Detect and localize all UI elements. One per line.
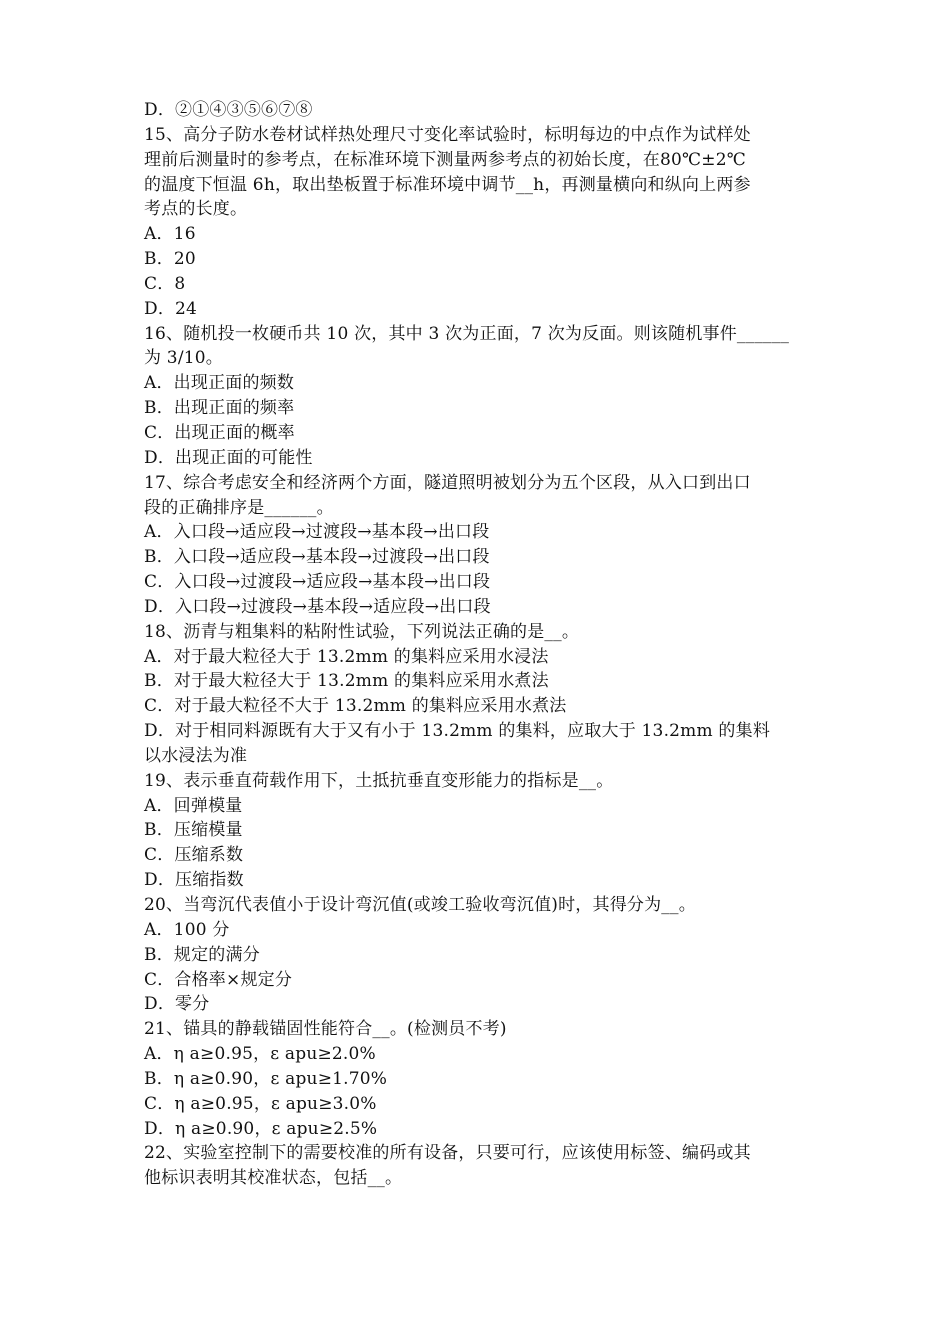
option-line: B．对于最大粒径大于 13.2mm 的集料应采用水煮法 [144, 671, 549, 692]
option-line: C．对于最大粒径不大于 13.2mm 的集料应采用水煮法 [144, 696, 567, 717]
option-line: B．压缩模量 [144, 820, 243, 841]
question-15-line: 理前后测量时的参考点，在标准环境下测量两参考点的初始长度，在80℃±2℃ [144, 149, 746, 170]
option-line: A．出现正面的频数 [144, 373, 295, 394]
option-line: A．入口段→适应段→过渡段→基本段→出口段 [144, 522, 490, 543]
question-15-line: 15、高分子防水卷材试样热处理尺寸变化率试验时，标明每边的中点作为试样处 [144, 124, 751, 145]
option-line: C．η a≥0.95，ε apu≥3.0% [144, 1093, 377, 1114]
question-15-line: 的温度下恒温 6h，取出垫板置于标准环境中调节__h，再测量横向和纵向上两参 [144, 174, 751, 195]
question-20-line: 20、当弯沉代表值小于设计弯沉值(或竣工验收弯沉值)时，其得分为__。 [144, 895, 696, 915]
option-line: A．对于最大粒径大于 13.2mm 的集料应采用水浸法 [144, 646, 549, 667]
option-line: D．入口段→过渡段→基本段→适应段→出口段 [144, 596, 491, 617]
option-line: C．压缩系数 [144, 845, 244, 866]
option-line: A．100 分 [144, 919, 230, 940]
option-line: A．η a≥0.95，ε apu≥2.0% [144, 1044, 376, 1065]
option-line: D．对于相同料源既有大于又有小于 13.2mm 的集料，应取大于 13.2mm 的集料 [144, 721, 771, 742]
question-16-line: 为 3/10。 [144, 348, 223, 369]
question-17-line: 17、综合考虑安全和经济两个方面，隧道照明被划分为五个区段，从入口到出口 [144, 472, 751, 493]
option-line: A．16 [144, 224, 196, 245]
option-line: B．规定的满分 [144, 944, 260, 965]
question-21-line: 21、锚具的静载锚固性能符合__。(检测员不考) [144, 1019, 507, 1040]
option-line: D．24 [144, 298, 198, 319]
option-line: D．②①④③⑤⑥⑦⑧ [144, 100, 313, 120]
option-line: C．合格率×规定分 [144, 969, 293, 990]
option-line: 以水浸法为准 [144, 745, 248, 766]
question-15-line: 考点的长度。 [144, 199, 248, 220]
document-page [144, 98, 812, 1191]
option-line: C．出现正面的概率 [144, 422, 295, 443]
option-line: C．入口段→过渡段→适应段→基本段→出口段 [144, 572, 491, 593]
question-19-line: 19、表示垂直荷载作用下，土抵抗垂直变形能力的指标是__。 [144, 770, 614, 791]
question-18-line: 18、沥青与粗集料的粘附性试验，下列说法正确的是__。 [144, 621, 580, 642]
option-line: D．压缩指数 [144, 870, 244, 891]
option-line: B．20 [144, 249, 196, 270]
option-line: B．入口段→适应段→基本段→过渡段→出口段 [144, 547, 490, 568]
option-line: D．出现正面的可能性 [144, 447, 313, 468]
option-line: A．回弹模量 [144, 795, 243, 816]
question-22-line: 22、实验室控制下的需要校准的所有设备，只要可行，应该使用标签、编码或其 [144, 1143, 751, 1164]
question-16-line: 16、随机投一枚硬币共 10 次，其中 3 次为正面，7 次为反面。则该随机事件______ [144, 323, 790, 344]
option-line: D．零分 [144, 994, 210, 1015]
question-22-line: 他标识表明其校准状态，包括__。 [144, 1168, 403, 1189]
option-line: C．8 [144, 273, 186, 294]
option-line: D．η a≥0.90，ε apu≥2.5% [144, 1118, 378, 1139]
option-line: B．η a≥0.90，ε apu≥1.70% [144, 1068, 388, 1089]
question-17-line: 段的正确排序是______。 [144, 497, 334, 518]
option-line: B．出现正面的频率 [144, 398, 295, 419]
